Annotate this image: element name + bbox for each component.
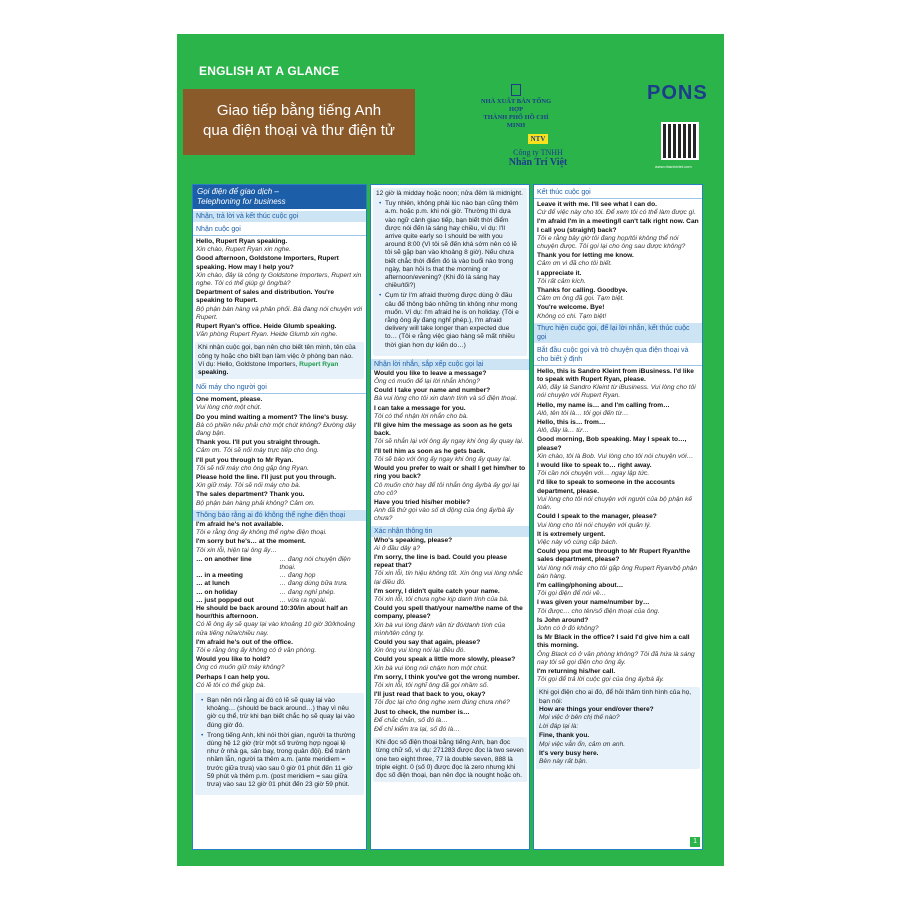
english-phrase: Thank you. I'll put you straight through. (196, 439, 320, 447)
vietnamese-translation: Không có chi. Tạm biệt! (537, 312, 607, 320)
phrase-item (196, 289, 363, 322)
vietnamese-translation: Tôi e rằng bây giờ tôi đang họp/tôi không thể nói chuyện được. Tôi gọi lại cho ông sau được không? (537, 234, 686, 251)
vietnamese-translation: Văn phòng Rupert Ryan. Heide Glumb xin nghe. (196, 331, 338, 339)
title-box (183, 89, 415, 155)
english-phrase: He should be back around 10:30/in about half an hour/this afternoon. (196, 604, 348, 621)
publisher-line-2: THÀNH PHỐ HỒ CHÍ MINH (483, 114, 549, 129)
vietnamese-translation: Có lẽ ông ấy sẽ quay lại vào khoảng 10 giờ 30/khoảng nửa tiếng nữa/chiều nay. (196, 621, 356, 637)
english-phrase: Would you prefer to wait or shall I get him/her to ring you back? (374, 465, 526, 481)
phrase-item (196, 656, 363, 672)
phrase-item (537, 419, 699, 435)
ntv-badge: NTV (528, 134, 549, 144)
subheading: Thông báo rằng ai đó không thể nghe điện thoại (193, 510, 366, 521)
vietnamese-translation: Bộ phận bán hàng và phân phối. Bà đang nói chuyện với Rupert. (196, 305, 363, 321)
english-phrase: … on holiday (196, 588, 238, 596)
english-phrase: Hello, this is Sandro Kleint from iBusiness. I'd like to speak with Rupert Ryan, please. (537, 367, 694, 384)
vietnamese-translation: Cô muốn chờ hay để tôi nhắn ông ấy/bà ấy gọi lại cho cô? (374, 481, 520, 497)
note-highlight: Rupert Ryan (299, 360, 339, 368)
english-phrase: I appreciate it. (537, 269, 582, 277)
vietnamese-translation: Vui lòng cho tôi nói chuyện với người của bộ phận kế toán. (537, 495, 692, 512)
vietnamese-translation: Có lẽ tôi có thể giúp bà. (196, 681, 266, 689)
brand-logo: PONS (647, 82, 708, 104)
vietnamese-translation: Alô, đây là Sandro Kleint từ iBusiness. Vui lòng cho tôi nói chuyện với Rupert Ryan. (537, 384, 696, 400)
vietnamese-translation: Để chỉ kiểm tra lại, số đó là… (374, 725, 460, 733)
vietnamese-translation: Tôi sẽ nhắn lại với ông ấy ngay khi ông ấy quay lại. (374, 438, 524, 446)
section-heading: Thực hiện cuộc gọi, để lại lời nhắn, kết thúc cuộc gọi (534, 323, 702, 343)
english-phrase: Good afternoon, Goldstone Importers, Rupert speaking. How may I help you? (196, 255, 339, 271)
note-bullets (198, 695, 361, 793)
phrase-item (196, 474, 363, 490)
vietnamese-translation: Mọi việc ở bên chị thế nào? (539, 713, 620, 721)
english-phrase: … on another line (196, 555, 252, 563)
phrase-item (196, 639, 363, 655)
phrase-item (374, 499, 526, 524)
column-1 (192, 184, 367, 850)
vietnamese-translation: Xin bà vui lòng nói chậm hơn một chút. (374, 664, 488, 672)
english-phrase: Could you spell that/your name/the name of the company, please? (374, 605, 523, 621)
phrase-item (537, 218, 699, 251)
phrase-item (537, 287, 699, 303)
phrase-item (196, 238, 363, 254)
company-block (507, 128, 569, 168)
phrase-item (537, 668, 699, 684)
publisher-line-1: NHÀ XUẤT BẢN TỔNG HỢP (480, 98, 552, 113)
phrase-item (374, 639, 526, 655)
english-phrase: Have you tried his/her mobile? (374, 498, 470, 506)
phrase-list (193, 605, 366, 690)
vietnamese-translation: Để chắc chắn, số đó là… (374, 716, 448, 724)
title-line-2: qua điện thoại và thư điện tử (203, 122, 395, 139)
english-phrase: Could I take your name and number? (374, 387, 491, 395)
subheading: Xác nhận thông tin (371, 526, 529, 537)
english-phrase: Could I speak to the manager, please? (537, 513, 657, 521)
phrase-list (371, 370, 529, 524)
vietnamese-translation: Lời đáp lại là: (539, 723, 579, 731)
note-box (536, 687, 700, 769)
vietnamese-translation: … đang nghỉ phép. (279, 588, 336, 596)
phrase-item (374, 726, 526, 734)
english-phrase: One moment, please. (196, 396, 263, 404)
phrase-item (539, 732, 697, 748)
phrase-item (537, 270, 699, 286)
english-phrase: I'll just read that back to you, okay? (374, 691, 486, 699)
english-phrase: I'll tell him as soon as he gets back. (374, 447, 486, 455)
vietnamese-translation: Mọi việc vẫn ổn, cảm ơn anh. (539, 740, 626, 748)
phrase-item (374, 387, 526, 403)
phrase-item (374, 554, 526, 587)
phrase-item (374, 588, 526, 604)
english-phrase: It is extremely urgent. (537, 530, 606, 538)
vietnamese-translation: Tôi có thể nhận lời nhắn cho bà. (374, 412, 469, 420)
english-phrase: I'm sorry, I didn't quite catch your name. (374, 587, 500, 595)
note-bullet: • Tuy nhiên, không phải lúc nào bạn cũng thêm a.m. hoặc p.m. khi nói giờ. Thường thì dựa vào ngữ cảnh giao tiếp, bạn biết thời điểm được nói đến là sáng hay chiều, ví dụ: I'll arrive quite early so I should be with you around 8:00 (Vì tôi sẽ đến khá sớm nên có lẽ tôi sẽ gặp bạn vào khoảng 8 giờ). Nếu chưa biết chắc thời điểm đó là vào buổi nào trong ngày, bạn hỏi Is that the morning or afternoon/evening? (Khi đó là sáng hay chiều/tối?) (379, 200, 521, 290)
vietnamese-translation: Tôi xin lỗi, tín hiệu không tốt. Xin ông vui lòng nhắc lại điều đó. (374, 570, 523, 586)
english-phrase: … just popped out (196, 596, 254, 604)
vietnamese-translation: Cảm ơn ông đã gọi. Tạm biệt. (537, 295, 625, 303)
phrase-item (537, 201, 699, 217)
phrase-item (537, 304, 699, 320)
phrase-list (193, 521, 366, 555)
vietnamese-translation: Tôi e rằng ông ấy không có ở văn phòng. (196, 646, 317, 654)
english-phrase: Perhaps I can help you. (196, 673, 270, 681)
phrase-item (537, 513, 699, 529)
vietnamese-translation: Tôi đọc lại cho ông nghe xem đúng chưa nhé? (374, 699, 510, 707)
vietnamese-translation: Cảm ơn vì đã cho tôi biết. (537, 260, 613, 268)
phrase-item (374, 691, 526, 707)
english-phrase: I'm sorry, the line is bad. Could you please repeat that? (374, 553, 507, 570)
english-phrase: Could you put me through to Mr Rupert Ryan/the sales department, please? (537, 548, 691, 564)
phrase-item (374, 422, 526, 447)
phrase-list (534, 368, 702, 685)
vietnamese-translation: Ông Black có ở văn phòng không? Tôi đã hứa là sáng nay tôi sẽ gọi điện cho ông ấy. (537, 650, 695, 666)
english-phrase: Leave it with me. I'll see what I can do. (537, 201, 657, 208)
vietnamese-translation: Xin giữ máy. Tôi sẽ nối máy cho bà. (196, 482, 301, 490)
vietnamese-translation: Alô, đây là… từ… (537, 427, 589, 435)
english-phrase: Thank you for letting me know. (537, 252, 634, 260)
english-phrase: The sales department? Thank you. (196, 491, 305, 499)
english-phrase: Would you like to leave a message? (374, 369, 487, 377)
english-phrase: I'm returning his/her call. (537, 667, 616, 675)
english-phrase: I would like to speak to… right away. (537, 462, 652, 470)
subheading: Nhận lời nhắn, sắp xếp cuộc gọi lại (371, 359, 529, 370)
phrase-list (193, 238, 366, 339)
english-phrase: Do you mind waiting a moment? The line's busy. (196, 413, 349, 421)
english-phrase: Fine, thank you. (539, 732, 590, 740)
vietnamese-translation: Xin chào, Rupert Ryan xin nghe. (196, 246, 291, 254)
qr-code-icon (661, 122, 699, 160)
phrase-item (539, 723, 697, 731)
phrase-item (537, 462, 699, 478)
english-phrase: I'm afraid I'm in a meeting/I can't talk right now. Can I call you (straight) back? (537, 218, 699, 234)
phrase-item (196, 605, 363, 638)
subheading: Nối máy cho người gọi (193, 382, 366, 394)
phrase-item (374, 405, 526, 421)
english-phrase: It's very busy here. (539, 749, 599, 757)
poster-sheet (177, 34, 724, 866)
vietnamese-translation: … đang dùng bữa trưa. (279, 580, 348, 588)
english-phrase: You're welcome. Bye! (537, 304, 605, 312)
english-phrase: Is Mr Black in the office? I said I'd give him a call this morning. (537, 634, 690, 650)
phrase-item (196, 538, 363, 554)
phrase-item (539, 706, 697, 722)
phrase-item (196, 457, 363, 473)
vietnamese-translation: Việc này vô cùng cấp bách. (537, 538, 618, 546)
english-phrase: I was given your name/number by… (537, 599, 650, 607)
qr-caption: www.nhantriviet.com (655, 164, 692, 169)
phrase-list (371, 537, 529, 735)
vietnamese-translation: Xin ông vui lòng nói lại điều đó. (374, 647, 466, 655)
phrase-item (374, 605, 526, 638)
section-heading: Nhận, trả lời và kết thúc cuộc gọi (193, 211, 366, 222)
phrase-list (193, 396, 366, 508)
english-phrase: How are things your end/over there? (539, 705, 654, 713)
note-box: Khi đọc số điện thoại bằng tiếng Anh, bạn đọc từng chữ số, ví dụ: 271283 được đọc là two seven one two eight three, 77 là double seven, 888 là triple eight. 0 (số 0) được đọc là zero nhưng khi đọc số điện thoại, bạn nên đọc là nought hoặc oh. (373, 737, 527, 782)
column-3 (533, 184, 703, 850)
page-number: 1 (690, 837, 700, 847)
phrase-item (537, 531, 699, 547)
phrase-item (537, 436, 699, 461)
phrase-item (537, 548, 699, 581)
note-bullet: • Cụm từ I'm afraid thường được dùng ở đầu câu để thông báo những tin không như mong muốn. Ví dụ: I'm afraid he is on holiday. (Tôi e rằng ông ấy đang nghỉ phép.), I'm afraid delivery will take longer than expected due to… (Tôi e rằng việc giao hàng sẽ mất nhiều thời gian hơn dự kiến do…) (379, 292, 521, 349)
phrase-item (537, 402, 699, 418)
english-phrase: … in a meeting (196, 572, 243, 580)
publisher (477, 84, 555, 130)
note-bullet: • Bạn nên nói rằng ai đó có lẽ sẽ quay lại vào khoảng… (should be back around…) thay vì nêu giờ cụ thể, trừ khi bạn biết chắc họ sẽ quay lại vào đúng giờ đó. (201, 697, 358, 730)
vietnamese-translation: Tôi e rằng ông ấy không thể nghe điện thoại. (196, 529, 327, 537)
phrase-item (537, 252, 699, 268)
phrase-item (196, 674, 363, 690)
note-box (373, 188, 527, 356)
phrase-item (374, 537, 526, 553)
vietnamese-translation: Vui lòng nối máy cho tôi gặp ông Rupert Ryan/bộ phận bán hàng. (537, 564, 698, 580)
english-phrase: … at lunch (196, 580, 230, 588)
phrase-item (537, 599, 699, 615)
publisher-logo-icon (511, 84, 521, 96)
vietnamese-translation: Tôi xin lỗi, hiện tại ông ấy… (196, 546, 277, 554)
vietnamese-translation: Tôi gọi để trả lời cuộc gọi của ông ấy/bà ấy. (537, 676, 665, 684)
english-phrase: Could you speak a little more slowly, please? (374, 656, 516, 664)
vietnamese-translation: Bộ phận bán hàng phải không? Cảm ơn. (196, 499, 315, 507)
english-phrase: Hello, this is… from… (537, 419, 606, 427)
company-line-1: Công ty TNHH (513, 148, 563, 157)
vietnamese-translation: Tôi gọi điện để nói về… (537, 590, 607, 598)
phrase-item (196, 255, 363, 288)
english-phrase: Who's speaking, please? (374, 536, 453, 544)
phrase-item (374, 370, 526, 386)
english-phrase: Hello, Rupert Ryan speaking. (196, 238, 288, 245)
english-phrase: I'm sorry but he's… at the moment. (196, 538, 306, 546)
subheading: Bắt đầu cuộc gọi và trò chuyện qua điện thoại và cho biết ý định (534, 345, 702, 366)
phrase-item (196, 323, 363, 339)
english-phrase: Just to check, the number is… (374, 708, 470, 716)
english-phrase: Please hold the line. I'll just put you through. (196, 474, 337, 482)
english-phrase: I'm sorry, I think you've got the wrong number. (374, 673, 520, 681)
vietnamese-translation: … đang nói chuyện điện thoại. (279, 555, 351, 571)
english-phrase: I can take a message for you. (374, 404, 466, 412)
english-phrase: I'll give him the message as soon as he gets back. (374, 422, 513, 438)
vietnamese-translation: Tôi được… cho tên/số điện thoại của ông. (537, 607, 660, 615)
note-text: 12 giờ là midday hoặc noon; nửa đêm là midnight. (376, 190, 523, 197)
english-phrase: I'm afraid he's out of the office. (196, 638, 293, 646)
phrase-list (534, 201, 702, 321)
phrase-item (374, 674, 526, 690)
phrase-item (374, 448, 526, 464)
vietnamese-translation: Tôi rất cảm kích. (537, 277, 586, 285)
note-text: Khi gọi điện cho ai đó, để hỏi thăm tình hình của họ, bạn nói: (539, 689, 692, 705)
vietnamese-translation: … vừa ra ngoài. (279, 596, 327, 604)
note-bullets (376, 198, 524, 354)
main-heading-line-2: Telephoning for business (197, 197, 286, 206)
phrase-item (537, 617, 699, 633)
vietnamese-translation: Alô, tên tôi là… tôi gọi đến từ… (537, 409, 629, 417)
title-line-1: Giao tiếp bằng tiếng Anh (216, 102, 382, 119)
company-line-2: Nhân Trí Việt (508, 157, 568, 168)
english-phrase: I'm afraid he's not available. (196, 520, 284, 528)
vietnamese-translation: Ông có muốn để lại lời nhắn không? (374, 378, 480, 386)
english-phrase: Thanks for calling. Goodbye. (537, 287, 628, 295)
subheading: Kết thúc cuộc gọi (534, 187, 702, 199)
vietnamese-translation: Xin chào, đây là công ty Goldstone Importers, Rupert xin nghe. Tôi có thể giúp gì ông/bà? (196, 271, 362, 288)
english-phrase: Hello, my name is… and I'm calling from… (537, 401, 670, 409)
vietnamese-translation: Bà có phiền nếu phải chờ một chút không? Đường dây đang bận. (196, 421, 356, 438)
vietnamese-translation: Tôi cần nói chuyện với… ngay lập tức. (537, 470, 650, 478)
column-2 (370, 184, 530, 850)
vietnamese-translation: John có ở đó không? (537, 624, 599, 632)
vietnamese-translation: Xin bà vui lòng đánh vần từ đó/danh tính của mình/tên công ty. (374, 621, 506, 637)
phrase-item (196, 491, 363, 507)
phrase-item (374, 709, 526, 725)
vietnamese-translation: Tôi sẽ nối máy cho ông gặp ông Ryan. (196, 464, 309, 472)
english-phrase: Good morning, Bob speaking. May I speak to…, please? (537, 436, 687, 452)
subheading: Nhận cuộc gọi (193, 224, 366, 236)
phrase-item (539, 750, 697, 766)
english-phrase: I'm calling/phoning about… (537, 581, 624, 589)
english-phrase: I'll put you through to Mr Ryan. (196, 456, 294, 464)
phrase-item (537, 479, 699, 512)
phrase-item (196, 521, 363, 537)
phrase-item (537, 368, 699, 401)
english-phrase: Rupert Ryan's office. Heide Glumb speaking. (196, 323, 337, 331)
english-phrase: I'd like to speak to someone in the accounts department, please. (537, 479, 675, 495)
vietnamese-translation: Tôi sẽ báo với ông ấy ngay khi ông ấy quay lại. (374, 455, 512, 463)
main-heading (193, 185, 366, 209)
series-label: ENGLISH AT A GLANCE (199, 64, 340, 78)
vietnamese-translation: Bên này rất bận. (539, 757, 588, 765)
vietnamese-translation: Ai ở đầu dây ạ? (374, 544, 421, 552)
vietnamese-translation: Vui lòng chờ một chút. (196, 404, 262, 412)
note-bullet: • Trong tiếng Anh, khi nói thời gian, người ta thường dùng hệ 12 giờ (trừ một số trường hợp ngoại lệ như ở nhà ga, sân bay, trong quân đội). Để tránh nhầm lẫn, người ta thêm a.m. (ante meridiem = trước giữa trưa) vào sau 0 giờ 01 phút đến 11 giờ 59 phút và thêm p.m. (post meridiem = sau giữa trưa) vào sau 12 giờ 01 phút đến 23 giờ 59 phút. (201, 732, 358, 789)
english-phrase: Would you like to hold? (196, 656, 271, 664)
phrase-item (374, 465, 526, 498)
phrase-item (196, 396, 363, 412)
vietnamese-translation: Bà vui lòng cho tôi xin danh tính và số điện thoại. (374, 395, 518, 403)
phrase-item (537, 582, 699, 598)
phrase-item (537, 634, 699, 667)
phrase-item (196, 439, 363, 455)
english-phrase: Is John around? (537, 616, 589, 624)
phrase-pairs (193, 556, 366, 605)
vietnamese-translation: Cứ để việc này cho tôi. Để xem tôi có thể làm được gì. (537, 209, 696, 217)
vietnamese-translation: Anh đã thử gọi vào số di động của ông ấy/bà ấy chưa? (374, 507, 514, 523)
note-text-end: speaking. (198, 369, 229, 377)
vietnamese-translation: Ông có muốn giữ máy không? (196, 664, 285, 672)
note-box (195, 693, 364, 795)
vietnamese-translation: … đang họp (279, 572, 316, 580)
vietnamese-translation: Tôi xin lỗi, tôi chưa nghe kịp danh tính của bà. (374, 595, 509, 603)
vietnamese-translation: Vui lòng cho tôi nói chuyện với quản lý. (537, 521, 652, 529)
phrase-item (374, 656, 526, 672)
note-box (195, 342, 364, 379)
note-text: Khi nhận cuộc gọi, bạn nên cho biết tên mình, tên của công ty hoặc cho biết bạn làm việc ở phòng ban nào. Ví dụ: Hello, Goldstone Importers, (198, 344, 356, 368)
english-phrase: Could you say that again, please? (374, 638, 481, 646)
vietnamese-translation: Tôi xin lỗi, tôi nghĩ ông đã gọi nhầm số. (374, 681, 489, 689)
note-phrases (539, 706, 697, 766)
english-phrase: Department of sales and distribution. You're speaking to Rupert. (196, 289, 334, 305)
main-heading-line-1: Gọi điện để giao dịch – (197, 187, 279, 196)
vietnamese-translation: Xin chào, tôi là Bob. Vui lòng cho tôi nói chuyện với… (537, 452, 694, 460)
vietnamese-translation: Cảm ơn. Tôi sẽ nối máy trực tiếp cho ông. (196, 447, 319, 455)
phrase-item (196, 414, 363, 439)
